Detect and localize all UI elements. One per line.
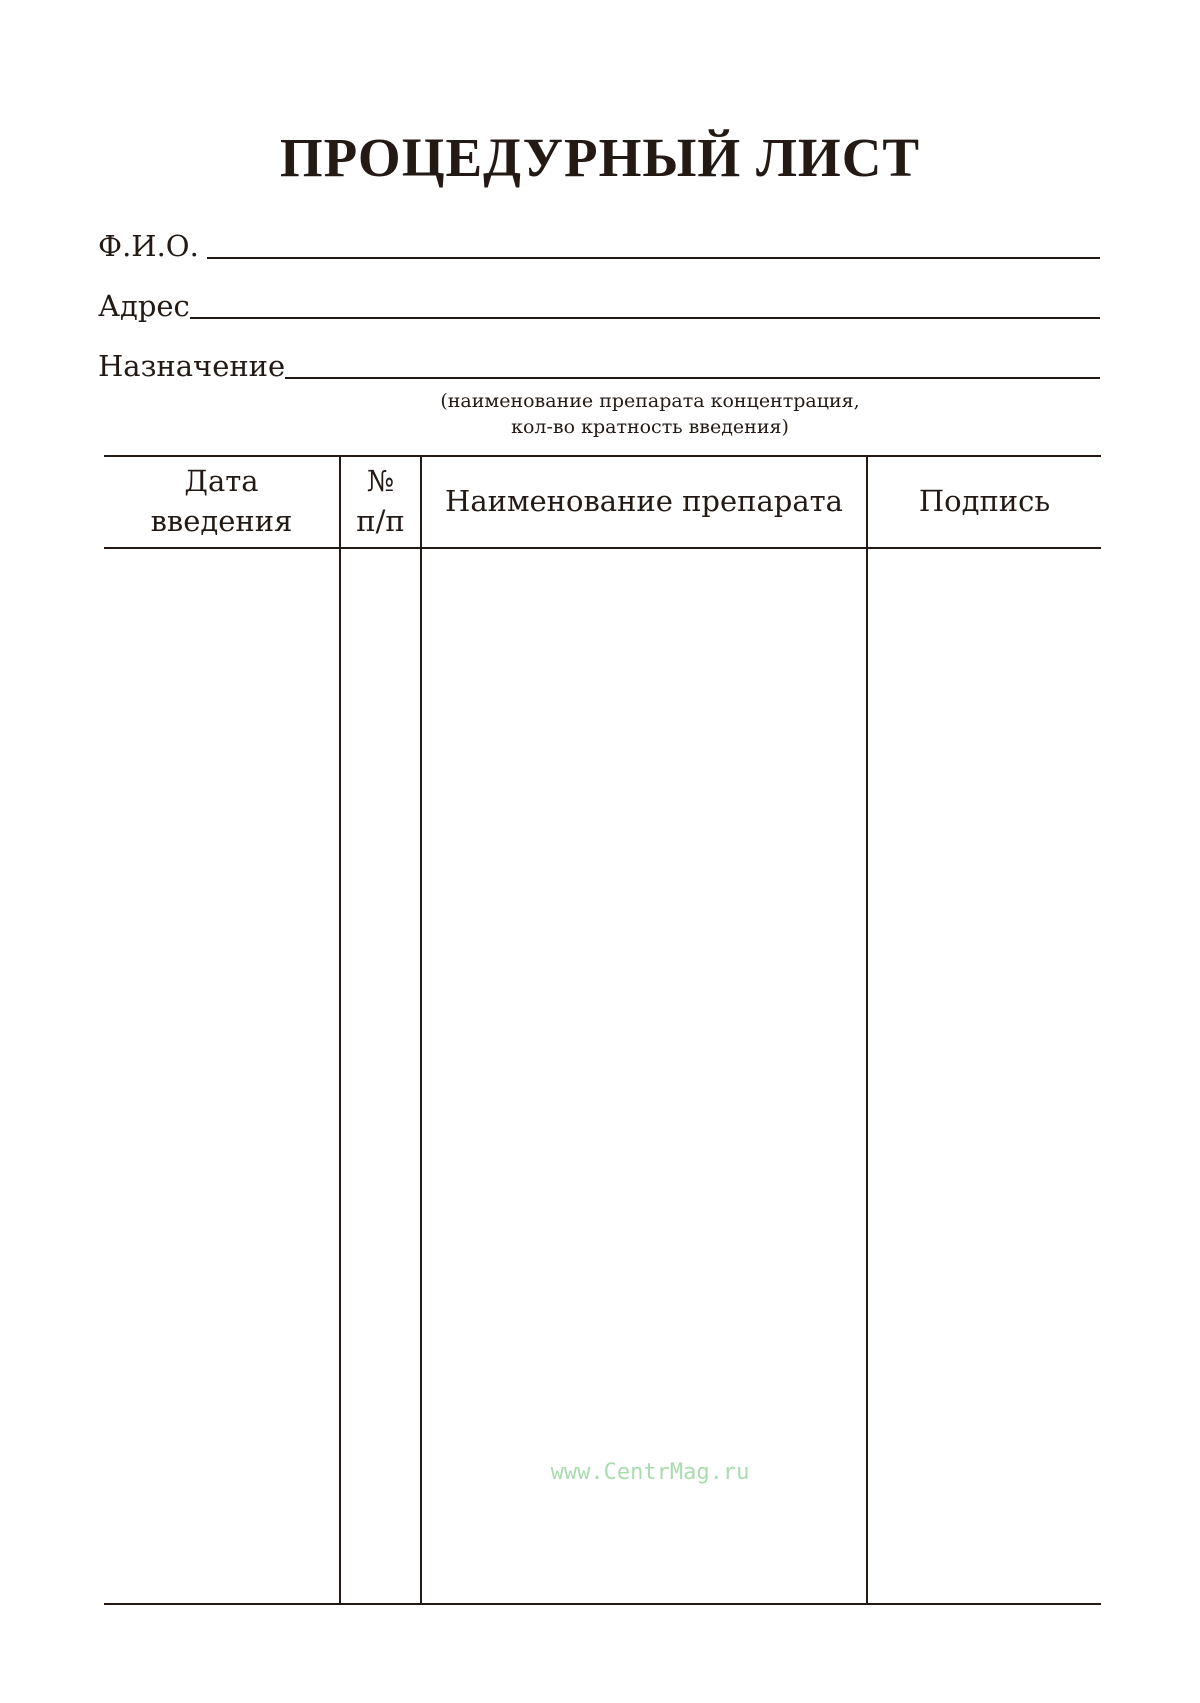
address-label: Адрес — [98, 289, 190, 323]
signature-column-cell[interactable] — [868, 549, 1101, 1603]
number-column-cell[interactable] — [341, 549, 420, 1603]
drug-name-column-cell[interactable] — [422, 549, 866, 1603]
date-column-cell[interactable] — [104, 549, 339, 1603]
header-drug-name-label: Наименование препарата — [445, 484, 843, 518]
purpose-hint-line-2: кол-во кратность введения) — [511, 416, 789, 438]
header-date-line-1: Дата — [184, 464, 259, 498]
fio-label: Ф.И.О. — [98, 229, 199, 263]
purpose-underline — [285, 377, 1100, 379]
header-number — [341, 455, 420, 547]
watermark: www.CentrMag.ru — [550, 1460, 750, 1485]
address-underline — [190, 317, 1100, 319]
header-number-line-1: № — [366, 464, 395, 498]
header-signature-label: Подпись — [918, 484, 1051, 518]
header-date-line-2: введения — [150, 504, 293, 538]
header-drug-name — [422, 455, 866, 547]
purpose-label: Назначение — [98, 349, 286, 383]
address-field[interactable] — [98, 280, 1100, 324]
header-date — [104, 455, 339, 547]
header-signature — [868, 455, 1101, 547]
purpose-hint — [0, 388, 1200, 440]
page-title: ПРОЦЕДУРНЫЙ ЛИСТ — [279, 127, 921, 188]
header-number-line-2: п/п — [356, 504, 405, 538]
procedure-table — [104, 455, 1101, 1605]
fio-underline — [207, 257, 1100, 259]
fio-field[interactable] — [98, 220, 1100, 264]
purpose-hint-line-1: (наименование препарата концентрация, — [440, 390, 860, 412]
purpose-field[interactable] — [98, 340, 1100, 384]
table-bottom-rule — [104, 1603, 1101, 1605]
